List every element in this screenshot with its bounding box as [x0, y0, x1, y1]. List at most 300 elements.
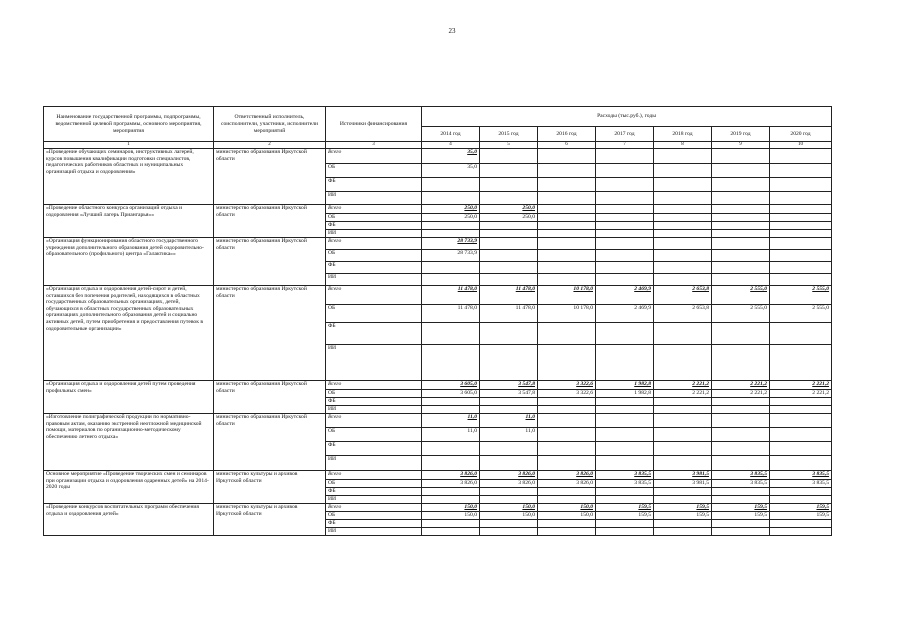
executor-cell: министерство культуры и архивов Иркутской области [214, 504, 326, 536]
amount-cell [538, 528, 596, 536]
amount-cell [538, 496, 596, 504]
amount-cell [538, 149, 596, 164]
amount-cell [770, 274, 832, 286]
amount-cell: 10 178,0 [538, 305, 596, 323]
program-name-cell: Основное мероприятие «Проведение творческих смен и семинаров при организации отдыха и оздоровления одаренных детей» на 2014-2020 годы [44, 471, 214, 504]
amount-cell [538, 222, 596, 230]
column-number: 10 [770, 142, 832, 149]
funding-source-cell: ФБ [326, 222, 422, 230]
amount-cell [596, 520, 654, 528]
program-name-cell: «Проведение конкурсов воспитательных программ обеспечения отдыха и оздоровления детей» [44, 504, 214, 536]
executor-cell: министерство культуры и архивов Иркутской области [214, 471, 326, 504]
table-row [44, 381, 832, 390]
amount-cell [712, 214, 770, 222]
header-executor: Ответственный исполнитель, соисполнители, участники, исполнители мероприятий [214, 107, 326, 142]
amount-cell: 3 835,5 [596, 480, 654, 488]
table-row [44, 286, 832, 305]
amount-cell [654, 222, 712, 230]
table-row [44, 471, 832, 480]
amount-cell: 2 221,2 [770, 381, 832, 390]
funding-source-cell: ИИ [326, 528, 422, 536]
amount-cell: 250,0 [480, 214, 538, 222]
amount-cell [538, 274, 596, 286]
amount-cell [480, 323, 538, 345]
amount-cell [480, 406, 538, 414]
amount-cell [770, 496, 832, 504]
amount-cell: 35,0 [422, 164, 480, 178]
amount-cell [422, 488, 480, 496]
amount-cell [654, 192, 712, 205]
funding-source-cell: Всего [326, 504, 422, 512]
column-number: 6 [538, 142, 596, 149]
amount-cell [770, 406, 832, 414]
amount-cell [422, 274, 480, 286]
amount-cell [654, 456, 712, 471]
amount-cell [596, 222, 654, 230]
amount-cell [480, 528, 538, 536]
column-number: 1 [44, 142, 214, 149]
amount-cell [596, 149, 654, 164]
amount-cell [480, 398, 538, 406]
year-header: 2019 год [712, 127, 770, 142]
amount-cell [480, 178, 538, 192]
amount-cell [770, 192, 832, 205]
table-row [44, 149, 832, 164]
amount-cell: 3 605,0 [422, 381, 480, 390]
amount-cell [712, 192, 770, 205]
amount-cell [712, 262, 770, 274]
funding-source-cell: ИИ [326, 406, 422, 414]
amount-cell: 3 835,5 [770, 471, 832, 480]
amount-cell: 3 322,6 [538, 390, 596, 398]
page-number: 23 [448, 27, 456, 35]
amount-cell: 3 547,8 [480, 390, 538, 398]
amount-cell [770, 398, 832, 406]
funding-source-cell: Всего [326, 149, 422, 164]
amount-cell [770, 528, 832, 536]
amount-cell: 2 221,2 [712, 390, 770, 398]
amount-cell: 2 555,0 [712, 286, 770, 305]
amount-cell [770, 428, 832, 442]
year-header: 2017 год [596, 127, 654, 142]
funding-source-cell: ИИ [326, 274, 422, 286]
amount-cell: 159,5 [712, 512, 770, 520]
amount-cell [596, 488, 654, 496]
column-numbers-row [44, 142, 832, 149]
amount-cell [596, 528, 654, 536]
executor-cell: министерство образования Иркутской области [214, 205, 326, 238]
amount-cell: 3 981,5 [654, 480, 712, 488]
amount-cell: 3 826,0 [480, 471, 538, 480]
amount-cell: 3 826,0 [422, 480, 480, 488]
amount-cell [770, 238, 832, 250]
amount-cell [596, 238, 654, 250]
amount-cell [654, 406, 712, 414]
amount-cell: 159,5 [770, 512, 832, 520]
amount-cell [538, 488, 596, 496]
amount-cell [712, 406, 770, 414]
amount-cell [654, 230, 712, 238]
amount-cell: 11 478,0 [480, 286, 538, 305]
amount-cell [538, 428, 596, 442]
amount-cell: 11,0 [480, 428, 538, 442]
funding-source-cell: Всего [326, 238, 422, 250]
amount-cell [596, 414, 654, 428]
funding-source-cell: ФБ [326, 178, 422, 192]
header-funding-source: Источники финансирования [326, 107, 422, 142]
amount-cell [654, 428, 712, 442]
header-expenses: Расходы (тыс.руб.), годы [422, 107, 832, 127]
funding-source-cell: ОБ [326, 512, 422, 520]
amount-cell [422, 222, 480, 230]
amount-cell: 3 826,0 [538, 480, 596, 488]
amount-cell: 3 826,0 [480, 480, 538, 488]
amount-cell [770, 345, 832, 381]
amount-cell [712, 345, 770, 381]
amount-cell [596, 428, 654, 442]
amount-cell: 28 733,9 [422, 250, 480, 262]
program-name-cell: «Организация отдыха и оздоровления детей путем проведения профильных смен» [44, 381, 214, 414]
amount-cell [712, 250, 770, 262]
amount-cell [654, 250, 712, 262]
amount-cell: 2 469,9 [596, 286, 654, 305]
funding-source-cell: ФБ [326, 520, 422, 528]
column-number: 5 [480, 142, 538, 149]
executor-cell: министерство образования Иркутской области [214, 381, 326, 414]
year-header: 2016 год [538, 127, 596, 142]
amount-cell [480, 250, 538, 262]
amount-cell [422, 345, 480, 381]
amount-cell [480, 456, 538, 471]
program-name-cell: «Проведение областного конкурса организаций отдыха и оздоровления «Лучший лагерь Приангарья»» [44, 205, 214, 238]
column-number: 7 [596, 142, 654, 149]
amount-cell [538, 323, 596, 345]
amount-cell [596, 205, 654, 214]
amount-cell: 150,0 [422, 504, 480, 512]
funding-source-cell: Всего [326, 205, 422, 214]
amount-cell [770, 250, 832, 262]
amount-cell: 3 322,6 [538, 381, 596, 390]
funding-source-cell: ФБ [326, 323, 422, 345]
funding-source-cell: ИИ [326, 345, 422, 381]
amount-cell: 159,5 [596, 512, 654, 520]
amount-cell [480, 488, 538, 496]
amount-cell [770, 442, 832, 456]
amount-cell [480, 520, 538, 528]
amount-cell [596, 214, 654, 222]
amount-cell [538, 456, 596, 471]
amount-cell [654, 149, 712, 164]
program-name-cell: «Изготовление полиграфической продукции по нормативно-правовым актам, оказанию экстренной неотложной медицинской помощи, материалов по организационно-методическому обеспечению летнего отдыха» [44, 414, 214, 471]
amount-cell [480, 164, 538, 178]
amount-cell [422, 323, 480, 345]
amount-cell: 1 982,8 [596, 390, 654, 398]
amount-cell [712, 456, 770, 471]
amount-cell [770, 205, 832, 214]
amount-cell: 3 826,0 [538, 471, 596, 480]
amount-cell [654, 520, 712, 528]
amount-cell [422, 442, 480, 456]
amount-cell [770, 149, 832, 164]
amount-cell [712, 238, 770, 250]
executor-cell: министерство образования Иркутской области [214, 414, 326, 471]
amount-cell [596, 274, 654, 286]
amount-cell [770, 262, 832, 274]
funding-source-cell: Всего [326, 286, 422, 305]
amount-cell [712, 488, 770, 496]
amount-cell: 3 835,5 [770, 480, 832, 488]
amount-cell: 3 547,8 [480, 381, 538, 390]
amount-cell [712, 149, 770, 164]
funding-source-cell: ФБ [326, 262, 422, 274]
column-number: 2 [214, 142, 326, 149]
amount-cell [480, 274, 538, 286]
amount-cell [654, 442, 712, 456]
amount-cell [712, 528, 770, 536]
amount-cell [712, 205, 770, 214]
amount-cell [538, 230, 596, 238]
amount-cell [538, 205, 596, 214]
amount-cell [422, 178, 480, 192]
amount-cell [770, 323, 832, 345]
amount-cell: 11 478,0 [480, 305, 538, 323]
budget-table [43, 106, 832, 536]
table-row [44, 414, 832, 428]
amount-cell [538, 192, 596, 205]
amount-cell [538, 262, 596, 274]
amount-cell [770, 488, 832, 496]
amount-cell [422, 528, 480, 536]
amount-cell [538, 414, 596, 428]
amount-cell [654, 496, 712, 504]
amount-cell [712, 520, 770, 528]
amount-cell [770, 222, 832, 230]
amount-cell [422, 192, 480, 205]
amount-cell: 35,0 [422, 149, 480, 164]
amount-cell: 250,0 [422, 214, 480, 222]
amount-cell: 3 835,5 [712, 480, 770, 488]
amount-cell: 2 221,2 [770, 390, 832, 398]
funding-source-cell: ИИ [326, 456, 422, 471]
amount-cell: 159,5 [712, 504, 770, 512]
amount-cell: 3 605,0 [422, 390, 480, 398]
amount-cell [654, 398, 712, 406]
funding-source-cell: ОБ [326, 305, 422, 323]
executor-cell: министерство образования Иркутской области [214, 238, 326, 286]
column-number: 9 [712, 142, 770, 149]
amount-cell: 2 555,0 [712, 305, 770, 323]
funding-source-cell: ОБ [326, 250, 422, 262]
amount-cell: 250,0 [422, 205, 480, 214]
amount-cell [770, 230, 832, 238]
amount-cell [596, 262, 654, 274]
amount-cell [654, 205, 712, 214]
amount-cell: 159,5 [654, 512, 712, 520]
funding-source-cell: ОБ [326, 428, 422, 442]
amount-cell: 150,0 [538, 504, 596, 512]
amount-cell [480, 345, 538, 381]
amount-cell [596, 406, 654, 414]
funding-source-cell: ФБ [326, 488, 422, 496]
amount-cell [480, 496, 538, 504]
amount-cell: 11 478,0 [422, 305, 480, 323]
amount-cell: 2 555,0 [770, 286, 832, 305]
amount-cell [538, 238, 596, 250]
amount-cell: 3 835,5 [712, 471, 770, 480]
amount-cell: 159,5 [654, 504, 712, 512]
amount-cell [712, 442, 770, 456]
amount-cell [422, 496, 480, 504]
amount-cell [596, 323, 654, 345]
amount-cell [596, 164, 654, 178]
table-row [44, 238, 832, 250]
amount-cell: 1 982,8 [596, 381, 654, 390]
amount-cell [654, 323, 712, 345]
amount-cell [654, 178, 712, 192]
funding-source-cell: ФБ [326, 398, 422, 406]
amount-cell [596, 398, 654, 406]
amount-cell [480, 149, 538, 164]
amount-cell [712, 398, 770, 406]
amount-cell: 10 178,0 [538, 286, 596, 305]
amount-cell: 159,5 [596, 504, 654, 512]
amount-cell: 2 221,2 [654, 390, 712, 398]
amount-cell [422, 398, 480, 406]
program-name-cell: «Организация отдыха и оздоровления детей-сирот и детей, оставшихся без попечения родителей, находящихся в областных государственных образовательных организациях, детей, обучающихся в областных государственных образовательных организациях дополнительного образования детей и социально активных детей, путем приобретения и предоставления путевок в оздоровительные организации» [44, 286, 214, 381]
amount-cell: 3 981,5 [654, 471, 712, 480]
amount-cell: 2 221,2 [712, 381, 770, 390]
amount-cell [480, 262, 538, 274]
amount-cell [596, 250, 654, 262]
amount-cell [654, 274, 712, 286]
table-body [44, 149, 832, 536]
funding-source-cell: ОБ [326, 164, 422, 178]
amount-cell: 150,0 [480, 504, 538, 512]
amount-cell [538, 345, 596, 381]
amount-cell [654, 528, 712, 536]
funding-source-cell: Всего [326, 471, 422, 480]
amount-cell [596, 456, 654, 471]
funding-source-cell: Всего [326, 414, 422, 428]
amount-cell: 2 555,0 [770, 305, 832, 323]
amount-cell [770, 520, 832, 528]
amount-cell [712, 428, 770, 442]
funding-source-cell: ФБ [326, 442, 422, 456]
amount-cell: 2 221,2 [654, 381, 712, 390]
funding-source-cell: ОБ [326, 480, 422, 488]
year-header: 2014 год [422, 127, 480, 142]
amount-cell [654, 345, 712, 381]
amount-cell [654, 164, 712, 178]
amount-cell [422, 230, 480, 238]
funding-source-cell: ИИ [326, 496, 422, 504]
amount-cell [422, 520, 480, 528]
amount-cell: 150,0 [422, 512, 480, 520]
table-row [44, 504, 832, 512]
amount-cell: 28 733,9 [422, 238, 480, 250]
amount-cell: 2 469,9 [596, 305, 654, 323]
column-number: 3 [326, 142, 422, 149]
amount-cell [480, 238, 538, 250]
year-header: 2015 год [480, 127, 538, 142]
amount-cell [480, 442, 538, 456]
amount-cell [538, 406, 596, 414]
amount-cell: 3 826,0 [422, 471, 480, 480]
funding-source-cell: Всего [326, 381, 422, 390]
year-header: 2018 год [654, 127, 712, 142]
amount-cell [770, 456, 832, 471]
year-header: 2020 год [770, 127, 832, 142]
amount-cell [770, 214, 832, 222]
amount-cell: 150,0 [480, 512, 538, 520]
amount-cell: 11,0 [480, 414, 538, 428]
header-program-name: Наименование государственной программы, подпрограммы, ведомственной целевой программы, основного мероприятия, мероприятия [44, 107, 214, 142]
funding-source-cell: ОБ [326, 214, 422, 222]
funding-source-cell: ОБ [326, 390, 422, 398]
amount-cell: 11 478,0 [422, 286, 480, 305]
amount-cell: 150,0 [538, 512, 596, 520]
amount-cell [480, 222, 538, 230]
amount-cell [712, 230, 770, 238]
program-name-cell: «Проведение обучающих семинаров, инструктивных лагерей, курсов повышения квалификации подготовки специалистов, педагогических работников областных и муниципальных организаций отдыха и оздоровления» [44, 149, 214, 205]
amount-cell [596, 496, 654, 504]
table-row [44, 205, 832, 214]
amount-cell: 159,5 [770, 504, 832, 512]
amount-cell [654, 214, 712, 222]
amount-cell: 11,0 [422, 414, 480, 428]
amount-cell [538, 250, 596, 262]
amount-cell: 2 653,8 [654, 286, 712, 305]
amount-cell: 11,0 [422, 428, 480, 442]
amount-cell [480, 192, 538, 205]
executor-cell: министерство образования Иркутской области [214, 286, 326, 381]
executor-cell: министерство образования Иркутской области [214, 149, 326, 205]
amount-cell [770, 178, 832, 192]
amount-cell [422, 406, 480, 414]
funding-source-cell: ИИ [326, 192, 422, 205]
column-number: 4 [422, 142, 480, 149]
funding-source-cell: ИИ [326, 230, 422, 238]
amount-cell [712, 178, 770, 192]
amount-cell [654, 488, 712, 496]
amount-cell [770, 414, 832, 428]
amount-cell [538, 520, 596, 528]
amount-cell: 250,0 [480, 205, 538, 214]
amount-cell [712, 414, 770, 428]
amount-cell: 2 653,8 [654, 305, 712, 323]
amount-cell [538, 214, 596, 222]
amount-cell [654, 414, 712, 428]
amount-cell [596, 442, 654, 456]
amount-cell [596, 178, 654, 192]
amount-cell [538, 442, 596, 456]
amount-cell [712, 496, 770, 504]
amount-cell [712, 164, 770, 178]
amount-cell [538, 164, 596, 178]
amount-cell: 3 835,5 [596, 471, 654, 480]
amount-cell [480, 230, 538, 238]
amount-cell [596, 192, 654, 205]
column-number: 8 [654, 142, 712, 149]
amount-cell [770, 164, 832, 178]
amount-cell [654, 238, 712, 250]
amount-cell [422, 262, 480, 274]
amount-cell [712, 274, 770, 286]
amount-cell [538, 178, 596, 192]
amount-cell [654, 262, 712, 274]
amount-cell [538, 398, 596, 406]
amount-cell [712, 323, 770, 345]
